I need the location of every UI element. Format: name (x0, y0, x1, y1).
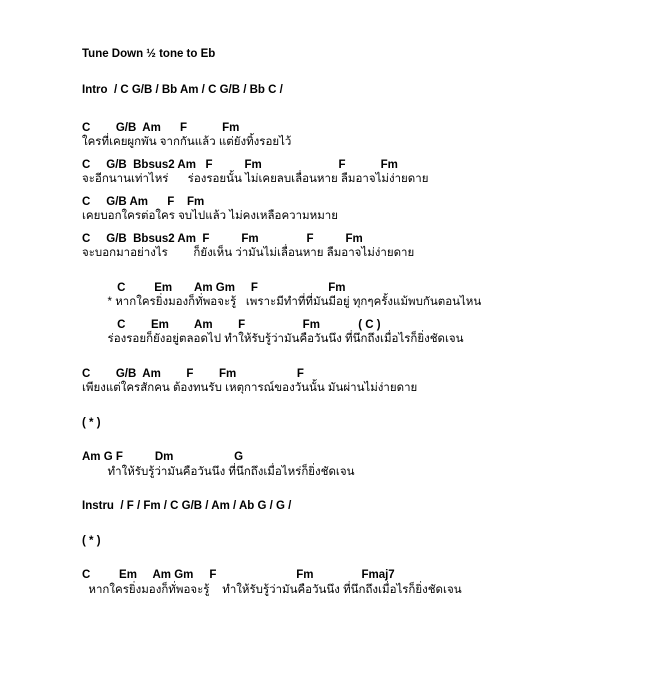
lyric-row: จะบอกมาอย่างไร ก็ยังเห็น ว่ามันไม่เลื่อนหาย ลืมอาจไม่ง่ายดาย (82, 247, 415, 259)
lyric-row: ทำให้รับรู้ว่ามันคือวันนึง ที่นึกถึงเมื่อไหร่ก็ยิ่งชัดเจน (82, 465, 355, 478)
verse-line (82, 234, 666, 260)
lyric-row: จะอีกนานเท่าไหร่ ร่องรอยนั้น ไม่เคยลบเลื่อนหาย ลืมอาจไม่ง่ายดาย (82, 173, 429, 185)
spacer (82, 186, 666, 197)
verse-line (82, 160, 666, 186)
bridge-line (82, 452, 666, 478)
spacer (82, 149, 666, 160)
chord-row: C G/B Am F Fm F (82, 367, 304, 380)
chorus-line (82, 320, 666, 346)
spacer (82, 60, 666, 85)
spacer (82, 547, 666, 570)
lyric-row: ใครที่เคยผูกพัน จากกันแล้ว แต่ยังทิ้งรอยไว้ (82, 136, 292, 148)
spacer (82, 513, 666, 536)
chord-row: C Em Am Gm F Fm (82, 281, 346, 294)
chord-row: C G/B Am F Fm (82, 121, 240, 134)
intro-section: Intro / C G/B / Bb Am / C G/B / Bb C / (82, 84, 283, 96)
chord-row: C Em Am F Fm ( C ) (82, 318, 381, 331)
outro-line (82, 570, 666, 596)
spacer (82, 309, 666, 320)
lyric-row: เคยบอกใครต่อใคร จบไปแล้ว ไม่คงเหลือความหมาย (82, 210, 338, 222)
chord-row: C G/B Bbsus2 Am F Fm F Fm (82, 158, 398, 171)
tuning-instruction: Tune Down ½ tone to Eb (82, 48, 216, 60)
spacer (82, 97, 666, 123)
chord-row: C G/B Am F Fm (82, 195, 205, 208)
lyric-row: ร่องรอยก็ยังอยู่ตลอดไป ทำให้รับรู้ว่ามันคือวันนึง ที่นึกถึงเมื่อไรก็ยิ่งชัดเจน (82, 333, 464, 345)
spacer (82, 478, 666, 501)
chorus-repeat-marker: ( * ) (82, 416, 101, 429)
spacer (82, 346, 666, 369)
spacer (82, 260, 666, 283)
instru-section: Instru / F / Fm / C G/B / Am / Ab G / G / (82, 500, 292, 512)
lyric-row: * หากใครยิ่งมองก็ทั่พอจะรู้ เพราะมีทำที่ที่มันมีอยู่ ทุกๆครั้งแม้พบกันตอนไหน (82, 296, 482, 308)
chorus-line (82, 283, 666, 309)
verse-line (82, 369, 666, 395)
spacer (82, 223, 666, 234)
chord-row: Am G F Dm G (82, 451, 244, 463)
verse-line (82, 197, 666, 223)
lyric-row: เพียงแต่ใครสักคน ต้องทนรับ เหตุการณ์ของวันนั้น มันผ่านไม่ง่ายดาย (82, 382, 418, 394)
verse-line (82, 123, 666, 149)
chord-row: C Em Am Gm F Fm Fmaj7 (82, 569, 395, 581)
spacer (82, 429, 666, 452)
lyric-row: หากใครยิ่งมองก็ทั่พอจะรู้ ทำให้รับรู้ว่ามันคือวันนึง ที่นึกถึงเมื่อไรก็ยิ่งชัดเจน (82, 583, 462, 596)
chord-row: C G/B Bbsus2 Am F Fm F Fm (82, 232, 363, 245)
spacer (82, 395, 666, 418)
chorus-repeat-marker: ( * ) (82, 534, 101, 547)
